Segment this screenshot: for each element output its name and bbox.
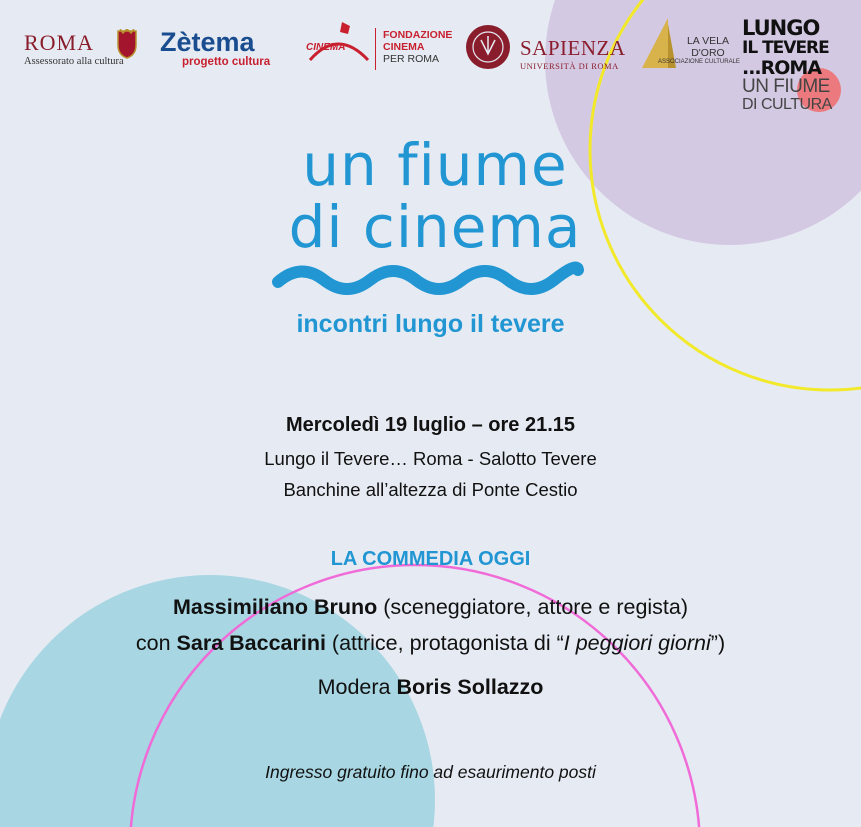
event-location1: Lungo il Tevere… Roma - Salotto Tevere bbox=[264, 448, 597, 469]
footer-note: Ingresso gratuito fino ad esaurimento posti bbox=[265, 762, 596, 782]
sapienza-sub: UNIVERSITÀ DI ROMA bbox=[520, 61, 619, 71]
event-time: ore 21.15 bbox=[488, 414, 576, 436]
cinema-logo bbox=[383, 29, 452, 65]
with-label: con bbox=[135, 631, 171, 655]
moderator-label: Modera bbox=[317, 675, 391, 699]
roma-logo-sub: Assessorato alla cultura bbox=[24, 56, 124, 67]
subtitle: incontri lungo il tevere bbox=[296, 310, 565, 338]
zetema-logo-name: Zètema bbox=[160, 27, 255, 57]
roma-logo bbox=[24, 30, 124, 67]
lungo-line5: DI CULTURA bbox=[742, 96, 832, 113]
title-line1: un fiume bbox=[302, 131, 568, 199]
guests-line2 bbox=[0, 626, 861, 660]
roma-logo-name: ROMA bbox=[24, 30, 95, 55]
vela-logo bbox=[658, 35, 740, 65]
roma-shield-icon bbox=[116, 29, 138, 59]
sapienza-name: SAPIENZA bbox=[520, 36, 626, 60]
guest1-name: Massimiliano Bruno bbox=[172, 595, 378, 619]
event-location2: Banchine all’altezza di Ponte Cestio bbox=[283, 479, 578, 500]
vela-line1: LA VELA bbox=[686, 35, 729, 47]
vela-sub: ASSOCIAZIONE CULTURALE bbox=[658, 59, 740, 65]
event-dash: – bbox=[471, 414, 483, 436]
guest2-film: I peggiori giorni bbox=[563, 631, 711, 655]
cinema-line2: CINEMA bbox=[383, 41, 425, 53]
guests-line1 bbox=[0, 590, 861, 624]
event-datetime bbox=[0, 414, 861, 437]
zetema-logo-sub: progetto cultura bbox=[182, 56, 271, 68]
lungo-line3: ...ROMA bbox=[742, 57, 822, 79]
lungo-line4: UN FIUME bbox=[742, 76, 830, 97]
section-heading: LA COMMEDIA OGGI bbox=[330, 548, 531, 570]
lungo-line2: IL TEVERE bbox=[742, 38, 829, 58]
guest1-role: (sceneggiatore, attore e regista) bbox=[383, 595, 689, 619]
cinema-line1: FONDAZIONE bbox=[383, 29, 453, 41]
title-line2: di cinema bbox=[288, 193, 582, 261]
page-title bbox=[270, 131, 600, 261]
cinema-line3: PER ROMA bbox=[383, 53, 440, 65]
cinema-mark: CINEMA bbox=[306, 42, 346, 53]
sapienza-seal-icon bbox=[465, 24, 511, 70]
vela-line2: D'ORO bbox=[691, 47, 725, 59]
guest2-role-pre: (attrice, protagonista di “ bbox=[331, 631, 564, 655]
cinema-divider bbox=[375, 28, 376, 70]
guest2-role-post: ”) bbox=[710, 631, 726, 655]
zetema-logo bbox=[160, 28, 270, 68]
lungo-line1: LUNGO bbox=[742, 16, 820, 40]
wave-icon bbox=[272, 258, 584, 300]
moderator-line bbox=[0, 670, 861, 704]
guest2-name: Sara Baccarini bbox=[176, 631, 326, 655]
moderator-name: Boris Sollazzo bbox=[396, 675, 544, 699]
sapienza-logo bbox=[520, 36, 626, 71]
lungo-logo bbox=[742, 18, 832, 114]
event-date: Mercoledì 19 luglio bbox=[285, 414, 467, 436]
